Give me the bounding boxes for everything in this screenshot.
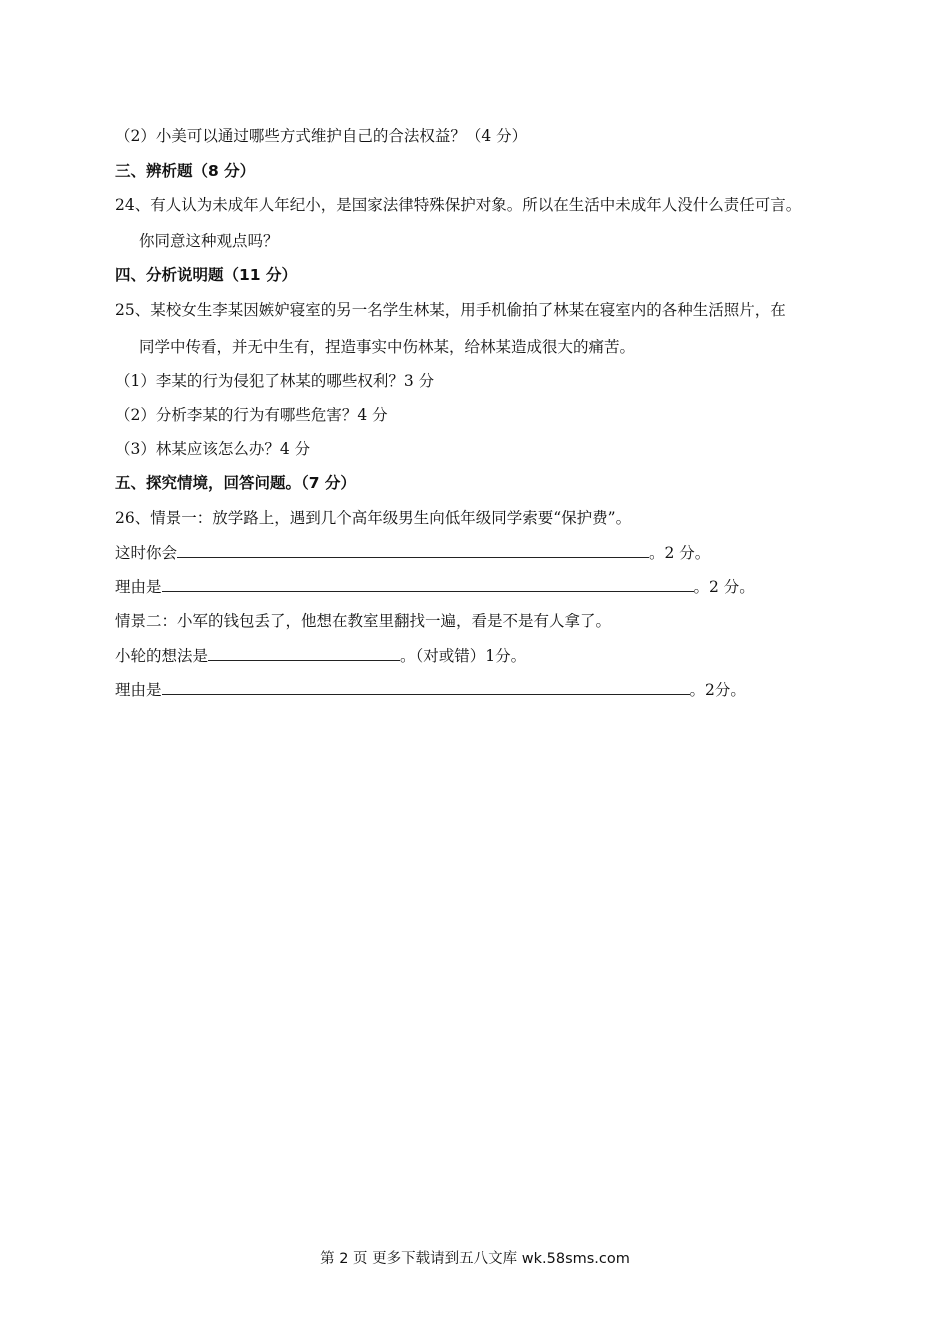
scenario-1-prompt: 这时你会 [115, 544, 178, 562]
scenario-2-points: 。（对或错）1分。 [400, 647, 527, 665]
question-25-line-1: 25、某校女生李某因嫉妒寝室的另一名学生林某，用手机偷拍了林某在寝室内的各种生活照片，在 [115, 301, 786, 319]
question-25-part-3: （3）林某应该怎么办？4 分 [115, 440, 311, 458]
scenario-1-reason-line [115, 576, 755, 597]
page-footer: 第 2 页 更多下载请到五八文库 wk.58sms.com [320, 1251, 630, 1267]
question-24-line-1: 24、有人认为未成年人年纪小，是国家法律特殊保护对象。所以在生活中未成年人没什么责任可言。 [115, 196, 802, 214]
scenario-1-points: 。2 分。 [649, 544, 711, 562]
section-3-heading: 三、辨析题（8 分） [115, 162, 256, 180]
scenario-1-reason-points: 。2 分。 [693, 578, 755, 596]
scenario-2-prompt: 小轮的想法是 [115, 647, 209, 665]
scenario-2-answer-line [115, 645, 526, 666]
scenario-2-reason-line [115, 679, 746, 700]
question-25-part-2: （2）分析李某的行为有哪些危害？4 分 [115, 406, 388, 424]
question-26-scenario-1: 26、情景一：放学路上，遇到几个高年级男生向低年级同学索要“保护费”。 [115, 509, 632, 527]
section-4-heading: 四、分析说明题（11 分） [115, 266, 297, 284]
scenario-2-line: 情景二：小军的钱包丢了，他想在教室里翻找一遍，看是不是有人拿了。 [115, 612, 612, 630]
scenario-2-answer-blank[interactable] [208, 645, 400, 661]
question-24-line-2: 你同意这种观点吗？ [139, 232, 279, 250]
line-q23-2: （2）小美可以通过哪些方式维护自己的合法权益？（4 分） [115, 127, 528, 145]
scenario-1-reason-blank[interactable] [162, 576, 694, 592]
question-25-part-1: （1）李某的行为侵犯了林某的哪些权利？3 分 [115, 372, 435, 390]
scenario-2-reason-prompt: 理由是 [115, 681, 162, 699]
scenario-1-answer-blank[interactable] [177, 542, 649, 558]
section-5-heading: 五、探究情境，回答问题。（7 分） [115, 474, 356, 492]
question-25-line-2: 同学中传看，并无中生有，捏造事实中伤林某，给林某造成很大的痛苦。 [139, 338, 636, 356]
scenario-1-reason-prompt: 理由是 [115, 578, 162, 596]
scenario-1-answer-line [115, 542, 710, 563]
scenario-2-reason-points: 。2分。 [689, 681, 746, 699]
scenario-2-reason-blank[interactable] [162, 679, 690, 695]
